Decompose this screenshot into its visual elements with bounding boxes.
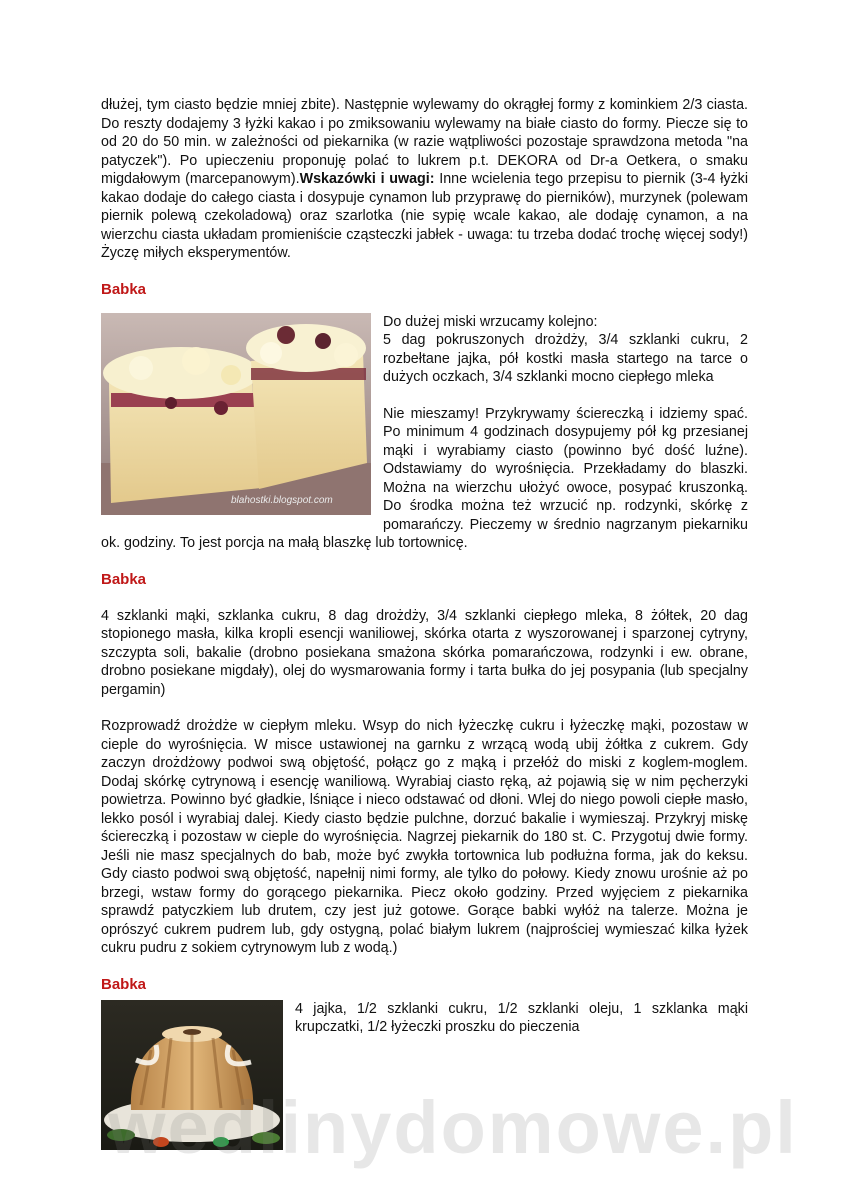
intro-paragraph: dłużej, tym ciasto będzie mniej zbite). Następnie wylewamy do okrągłej formy z kominkiem 2/3 ciasta. Do reszty dodajemy 3 łyżki kakao i po zmiksowaniu wylewamy na białe ciasto do formy. Piecze się to od 20 do 50 min. w zależności od piekarnika (w razie wątpliwości pozostaje sprawdzona metoda "na patyczek"). Po upieczeniu proponuję polać to lukrem p.t. DEKORA od Dr-a Oetkera, o smaku migdałowym (marcepanowym).Wskazówki i uwagi: Inne wcielenia tego przepisu to piernik (3-4 łyżki kakao dodaje do całego ciasta i dosypuje cynamon lub przyprawę do pierników), murzynek (polewam piernik polewą czekoladową) oraz szarlotka (nie sypię wcale kakao, ale dodaję cynamon, a na wierzchu ciasta układam promieniście cząsteczki jabłek - uwaga: tu trzeba dodać trochę więcej sody!) Życzę miłych eksperymentów. [101,97,748,261]
recipe3-title: Babka [101,975,147,993]
recipe2-title: Babka [101,570,147,588]
recipe1-ingredients: 5 dag pokruszonych drożdży, 3/4 szklanki cukru, 2 rozbełtane jajka, pół kostki masła startego na tarce o dużych oczkach, 3/4 szklanki mocno ciepłego mleka [383,332,748,385]
recipe1-title: Babka [101,280,147,298]
site-watermark: wedlinydomowe.pl [108,1086,798,1169]
recipe3-body [101,1000,748,1154]
recipe1-intro: Do dużej miski wrzucamy kolejno: [383,313,598,330]
recipe1-method: Nie mieszamy! Przykrywamy ściereczką i idziemy spać. Po minimum 4 godzinach dosypujemy pół kg przesianej mąki i wyrabiamy ciasto (powinno być dość luźne). Odstawiamy do wyrośnięcia. Przekładamy do blaszki. Można na wierzchu ułożyć owoce, posypać kruszonką. Do środka można też wrzucić np. rodzynki, skórkę z pomarańczy. Pieczemy w średnio nagrzanym piekarniku ok. godziny. To jest porcja na małą blaszkę lub tortownicę. [101,405,748,551]
recipe2-ingredients: 4 szklanki mąki, szklanka cukru, 8 dag drożdży, 3/4 szklanki ciepłego mleka, 8 żółtek, 20 dag stopionego masła, kilka kropli esencji waniliowej, skórka otarta z wyszorowanej i sparzonej cytryny, szczypta soli, bakalie (drobno posiekana smażona skórka pomarańczowa, rodzynki i ew. obrane, drobno posiekane migdały), olej do wysmarowania formy i tarta bułka do jej posypania (lub specjalny pergamin) [101,607,748,698]
recipe3-ingredients: 4 jajka, 1/2 szklanki cukru, 1/2 szklanki oleju, 1 szklanka mąki krupczatki, 1/2 łyżeczki proszku do pieczenia [295,1000,748,1035]
crumb-cake-photo [101,313,371,515]
photo-watermark: blahostki.blogspot.com [231,494,333,506]
recipe2-method: Rozprowadź drożdże w ciepłym mleku. Wsyp do nich łyżeczkę cukru i łyżeczkę mąki, pozostaw w cieple do wyrośnięcia. W misce ustawionej na garnku z wrzącą wodą ubij żółtka z cukrem. Gdy zaczyn drożdżowy podwoi swą objętość, połącz go z mąką i przełóż do miski z koglem-moglem. Dodaj skórkę cytrynową i esencję waniliową. Wyrabiaj ciasto ręką, aż pojawią się w nim pęcherzyki powietrza. Powinno być gładkie, lśniące i nieco odstawać od dłoni. Wlej do niego powoli ciepłe masło, lekko posól i wyrabiaj dalej. Kiedy ciasto będzie pulchne, dorzuć bakalie i wymieszaj. Przykryj miskę ściereczką i pozostaw w cieple do wyrośnięcia. Nagrzej piekarnik do 180 st. C. Przygotuj dwie formy. Jeśli nie masz specjalnych do bab, może być zwykła tortownica lub podłużna forma, jak do keksu. Gdy ciasto podwoi swą objętość, napełnij nimi formy, ale tylko do połowy. Kiedy znowu urośnie aż po brzegi, wstaw formy do gorącego piekarnika. Piecz około godziny. Przed wyjęciem z piekarnika sprawdź patyczkiem lub drutem, czy jest już gotowe. Gorące babki wyłóż na talerze. Można je oprószyć cukrem pudrem lub, gdy ostygną, polać białym lukrem (najprościej wymieszać kilka łyżek cukru pudru z sokiem cytrynowym lub z wodą.) [101,718,748,956]
tips-label: Wskazówki i uwagi: [299,171,435,187]
recipe1-body [101,313,748,553]
bundt-cake-photo [101,1000,283,1150]
document-page [101,96,748,1154]
